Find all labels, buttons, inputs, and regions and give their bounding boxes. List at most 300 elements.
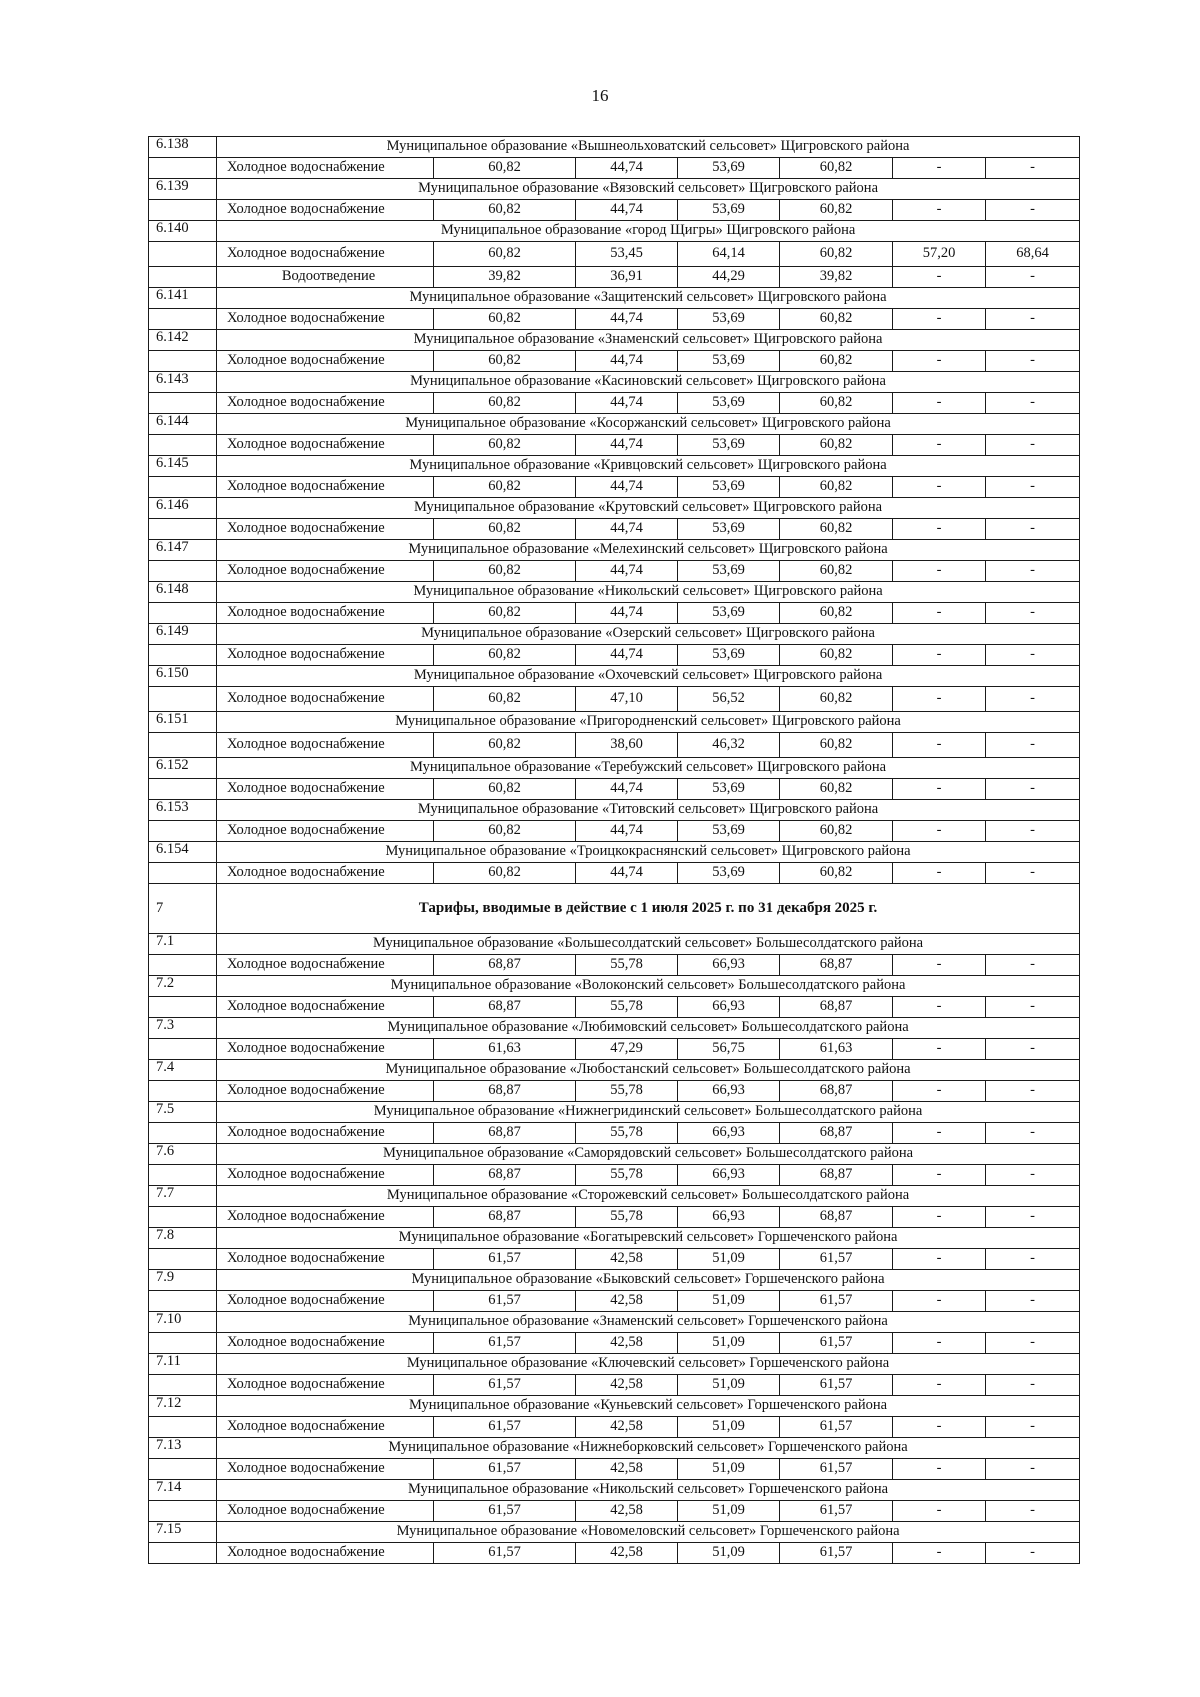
tariff-value: 68,87 — [780, 1123, 893, 1144]
tariff-value: 66,93 — [678, 1207, 780, 1228]
tariff-value: 55,78 — [576, 1165, 678, 1186]
tariff-value: 44,74 — [576, 477, 678, 498]
tariff-value: - — [986, 955, 1080, 976]
tariff-value: - — [986, 1459, 1080, 1480]
tariff-value: 61,57 — [434, 1417, 576, 1438]
tariff-value: - — [893, 863, 986, 884]
row-number-blank — [149, 158, 217, 179]
tariff-row — [149, 645, 1080, 666]
service-name: Холодное водоснабжение — [217, 519, 434, 540]
tariff-value: 60,82 — [780, 519, 893, 540]
tariff-value: - — [893, 1165, 986, 1186]
row-number: 7.2 — [149, 976, 217, 997]
municipality-title: Муниципальное образование «Большесолдатский сельсовет» Большесолдатского района — [217, 934, 1080, 955]
tariff-value: 68,87 — [434, 955, 576, 976]
tariff-value: - — [893, 955, 986, 976]
tariff-value: 55,78 — [576, 955, 678, 976]
tariff-value: - — [893, 1543, 986, 1564]
tariff-value: 55,78 — [576, 1081, 678, 1102]
tariff-row — [149, 158, 1080, 179]
tariff-value: 60,82 — [434, 561, 576, 582]
row-number-blank — [149, 1501, 217, 1522]
municipality-header-row — [149, 221, 1080, 242]
row-number: 6.153 — [149, 800, 217, 821]
municipality-header-row — [149, 1522, 1080, 1543]
row-number-blank — [149, 1207, 217, 1228]
tariff-value: 53,69 — [678, 393, 780, 414]
tariff-value: 61,63 — [780, 1039, 893, 1060]
tariff-value: - — [893, 477, 986, 498]
tariff-value: - — [986, 821, 1080, 842]
service-name: Холодное водоснабжение — [217, 561, 434, 582]
tariff-value: 61,57 — [780, 1249, 893, 1270]
municipality-title: Муниципальное образование «Косоржанский сельсовет» Щигровского района — [217, 414, 1080, 435]
tariff-value: - — [986, 1375, 1080, 1396]
tariff-value: 68,64 — [986, 242, 1080, 267]
tariff-row — [149, 351, 1080, 372]
tariff-value: 66,93 — [678, 955, 780, 976]
tariff-value: 42,58 — [576, 1291, 678, 1312]
tariff-value: 60,82 — [780, 242, 893, 267]
tariff-row — [149, 1249, 1080, 1270]
tariff-value: - — [893, 733, 986, 758]
row-number-blank — [149, 955, 217, 976]
tariff-value: 53,69 — [678, 309, 780, 330]
tariff-value: - — [986, 1501, 1080, 1522]
tariff-value: 56,75 — [678, 1039, 780, 1060]
row-number-blank — [149, 1039, 217, 1060]
tariff-row — [149, 1501, 1080, 1522]
tariff-value: 60,82 — [434, 200, 576, 221]
service-name: Холодное водоснабжение — [217, 393, 434, 414]
row-number-blank — [149, 309, 217, 330]
tariff-value: - — [893, 997, 986, 1018]
tariff-value: 68,87 — [434, 1123, 576, 1144]
tariff-value: 44,74 — [576, 200, 678, 221]
tariff-row — [149, 267, 1080, 288]
row-number-blank — [149, 1543, 217, 1564]
municipality-title: Муниципальное образование «город Щигры» Щигровского района — [217, 221, 1080, 242]
row-number: 6.149 — [149, 624, 217, 645]
tariff-value: 42,58 — [576, 1375, 678, 1396]
municipality-title: Муниципальное образование «Любимовский сельсовет» Большесолдатского района — [217, 1018, 1080, 1039]
tariff-row — [149, 477, 1080, 498]
municipality-header-row — [149, 1312, 1080, 1333]
tariff-value: 44,74 — [576, 645, 678, 666]
tariff-value: 60,82 — [434, 519, 576, 540]
tariff-value: - — [986, 1165, 1080, 1186]
row-number-blank — [149, 267, 217, 288]
row-number-blank — [149, 1459, 217, 1480]
tariff-value: 60,82 — [780, 309, 893, 330]
municipality-header-row — [149, 1396, 1080, 1417]
municipality-header-row — [149, 540, 1080, 561]
tariff-value: - — [893, 200, 986, 221]
tariff-value: 66,93 — [678, 997, 780, 1018]
service-name: Холодное водоснабжение — [217, 477, 434, 498]
page-number: 16 — [591, 86, 609, 105]
municipality-header-row — [149, 498, 1080, 519]
municipality-title: Муниципальное образование «Новомеловский сельсовет» Горшеченского района — [217, 1522, 1080, 1543]
tariff-value: 53,69 — [678, 779, 780, 800]
municipality-title: Муниципальное образование «Теребужский сельсовет» Щигровского района — [217, 758, 1080, 779]
service-name: Холодное водоснабжение — [217, 200, 434, 221]
municipality-title: Муниципальное образование «Знаменский сельсовет» Горшеченского района — [217, 1312, 1080, 1333]
tariff-value: 44,74 — [576, 393, 678, 414]
municipality-header-row — [149, 1354, 1080, 1375]
tariff-value: 61,57 — [780, 1291, 893, 1312]
tariff-value: 60,82 — [780, 645, 893, 666]
tariff-value: - — [893, 1291, 986, 1312]
tariff-value: 60,82 — [780, 393, 893, 414]
tariff-value: 44,74 — [576, 821, 678, 842]
row-number: 6.152 — [149, 758, 217, 779]
municipality-title: Муниципальное образование «Вышнеольховатский сельсовет» Щигровского района — [217, 137, 1080, 158]
row-number-blank — [149, 1123, 217, 1144]
section-title: Тарифы, вводимые в действие с 1 июля 2025 г. по 31 декабря 2025 г. — [217, 884, 1080, 934]
tariff-value: - — [893, 779, 986, 800]
tariff-value: 60,82 — [780, 561, 893, 582]
service-name: Холодное водоснабжение — [217, 1165, 434, 1186]
row-number-blank — [149, 435, 217, 456]
municipality-header-row — [149, 1102, 1080, 1123]
municipality-header-row — [149, 1438, 1080, 1459]
tariff-value: 60,82 — [434, 351, 576, 372]
service-name: Холодное водоснабжение — [217, 351, 434, 372]
municipality-title: Муниципальное образование «Любостанский сельсовет» Большесолдатского района — [217, 1060, 1080, 1081]
tariff-value: 44,74 — [576, 863, 678, 884]
row-number: 6.140 — [149, 221, 217, 242]
tariff-value: 60,82 — [434, 779, 576, 800]
tariff-value: 60,82 — [780, 779, 893, 800]
municipality-title: Муниципальное образование «Вязовский сельсовет» Щигровского района — [217, 179, 1080, 200]
service-name: Холодное водоснабжение — [217, 1501, 434, 1522]
tariff-value: 53,69 — [678, 863, 780, 884]
service-name: Холодное водоснабжение — [217, 1249, 434, 1270]
tariff-value: 68,87 — [780, 1081, 893, 1102]
municipality-title: Муниципальное образование «Никольский сельсовет» Щигровского района — [217, 582, 1080, 603]
service-name: Холодное водоснабжение — [217, 435, 434, 456]
service-name: Холодное водоснабжение — [217, 1417, 434, 1438]
tariff-value: 61,57 — [434, 1459, 576, 1480]
municipality-header-row — [149, 1186, 1080, 1207]
municipality-title: Муниципальное образование «Кривцовский сельсовет» Щигровского района — [217, 456, 1080, 477]
tariff-value: - — [986, 519, 1080, 540]
tariff-value: - — [893, 1123, 986, 1144]
tariff-value: - — [986, 1291, 1080, 1312]
tariff-value: 42,58 — [576, 1333, 678, 1354]
tariff-row — [149, 1081, 1080, 1102]
municipality-header-row — [149, 456, 1080, 477]
tariff-value: 60,82 — [780, 603, 893, 624]
tariff-value: - — [893, 1333, 986, 1354]
municipality-header-row — [149, 179, 1080, 200]
tariff-value: - — [986, 158, 1080, 179]
tariff-value: 44,74 — [576, 779, 678, 800]
tariff-value: 66,93 — [678, 1123, 780, 1144]
tariff-row — [149, 821, 1080, 842]
tariff-value: - — [986, 1039, 1080, 1060]
municipality-header-row — [149, 582, 1080, 603]
tariff-value: 60,82 — [780, 477, 893, 498]
tariff-row — [149, 733, 1080, 758]
tariff-row — [149, 1333, 1080, 1354]
tariff-value: 42,58 — [576, 1249, 678, 1270]
municipality-header-row — [149, 976, 1080, 997]
tariff-value: 51,09 — [678, 1291, 780, 1312]
tariff-row — [149, 1291, 1080, 1312]
municipality-header-row — [149, 1144, 1080, 1165]
tariff-value: 61,57 — [434, 1375, 576, 1396]
row-number: 7 — [149, 884, 217, 934]
tariff-value: 61,57 — [780, 1375, 893, 1396]
municipality-title: Муниципальное образование «Охочевский сельсовет» Щигровского района — [217, 666, 1080, 687]
tariff-row — [149, 687, 1080, 712]
tariff-value: - — [893, 1039, 986, 1060]
service-name: Холодное водоснабжение — [217, 1081, 434, 1102]
municipality-title: Муниципальное образование «Титовский сельсовет» Щигровского района — [217, 800, 1080, 821]
service-name: Холодное водоснабжение — [217, 1207, 434, 1228]
tariff-value: - — [893, 1501, 986, 1522]
tariff-value: 39,82 — [780, 267, 893, 288]
tariff-value: 53,69 — [678, 435, 780, 456]
tariff-value: - — [893, 158, 986, 179]
tariff-value: - — [893, 821, 986, 842]
municipality-title: Муниципальное образование «Саморядовский сельсовет» Большесолдатского района — [217, 1144, 1080, 1165]
municipality-header-row — [149, 712, 1080, 733]
row-number-blank — [149, 351, 217, 372]
municipality-title: Муниципальное образование «Никольский сельсовет» Горшеченского района — [217, 1480, 1080, 1501]
tariff-value: 66,93 — [678, 1165, 780, 1186]
tariff-value: 61,57 — [780, 1333, 893, 1354]
tariff-value: 60,82 — [780, 158, 893, 179]
tariff-value: 53,69 — [678, 645, 780, 666]
tariff-value: 61,57 — [434, 1333, 576, 1354]
tariff-value: - — [986, 561, 1080, 582]
tariff-value: - — [893, 267, 986, 288]
tariff-value: 39,82 — [434, 267, 576, 288]
tariff-value: - — [986, 309, 1080, 330]
tariff-value: - — [893, 393, 986, 414]
service-name: Холодное водоснабжение — [217, 821, 434, 842]
tariff-row — [149, 561, 1080, 582]
tariff-value: - — [986, 997, 1080, 1018]
row-number-blank — [149, 1333, 217, 1354]
tariff-value: - — [893, 1081, 986, 1102]
tariff-value: - — [986, 779, 1080, 800]
tariff-value: 53,69 — [678, 603, 780, 624]
tariff-value: 42,58 — [576, 1501, 678, 1522]
tariff-value: - — [893, 1459, 986, 1480]
tariff-value: 68,87 — [780, 997, 893, 1018]
municipality-header-row — [149, 288, 1080, 309]
service-name: Холодное водоснабжение — [217, 1375, 434, 1396]
row-number: 6.146 — [149, 498, 217, 519]
row-number: 6.142 — [149, 330, 217, 351]
service-name: Холодное водоснабжение — [217, 309, 434, 330]
row-number: 6.148 — [149, 582, 217, 603]
tariff-value: 60,82 — [780, 733, 893, 758]
municipality-header-row — [149, 1018, 1080, 1039]
tariff-row — [149, 519, 1080, 540]
row-number: 6.154 — [149, 842, 217, 863]
tariff-value: 60,82 — [434, 687, 576, 712]
service-name: Холодное водоснабжение — [217, 1543, 434, 1564]
tariff-row — [149, 1459, 1080, 1480]
tariff-value: 53,69 — [678, 561, 780, 582]
row-number-blank — [149, 863, 217, 884]
tariff-value: 47,10 — [576, 687, 678, 712]
tariff-value: 64,14 — [678, 242, 780, 267]
tariff-value: - — [986, 393, 1080, 414]
tariff-value: 51,09 — [678, 1417, 780, 1438]
service-name: Водоотведение — [217, 267, 434, 288]
tariff-value: - — [893, 687, 986, 712]
municipality-header-row — [149, 800, 1080, 821]
municipality-header-row — [149, 1060, 1080, 1081]
tariff-value: - — [986, 863, 1080, 884]
tariff-value: 53,45 — [576, 242, 678, 267]
municipality-title: Муниципальное образование «Сторожевский сельсовет» Большесолдатского района — [217, 1186, 1080, 1207]
table-body — [149, 137, 1080, 1564]
tariff-value: 61,57 — [434, 1249, 576, 1270]
tariff-row — [149, 1543, 1080, 1564]
tariff-value: 51,09 — [678, 1543, 780, 1564]
tariff-value: 42,58 — [576, 1543, 678, 1564]
row-number: 6.138 — [149, 137, 217, 158]
tariff-value: - — [986, 1249, 1080, 1270]
municipality-header-row — [149, 137, 1080, 158]
municipality-header-row — [149, 666, 1080, 687]
municipality-title: Муниципальное образование «Знаменский сельсовет» Щигровского района — [217, 330, 1080, 351]
tariff-value: 47,29 — [576, 1039, 678, 1060]
service-name: Холодное водоснабжение — [217, 1291, 434, 1312]
tariff-value: 53,69 — [678, 351, 780, 372]
tariff-value: 68,87 — [434, 1081, 576, 1102]
tariff-value: - — [893, 309, 986, 330]
tariff-value: 60,82 — [780, 821, 893, 842]
tariff-value: 60,82 — [434, 821, 576, 842]
tariff-value: 42,58 — [576, 1459, 678, 1480]
row-number-blank — [149, 687, 217, 712]
tariff-value: - — [986, 603, 1080, 624]
tariff-value: - — [893, 1207, 986, 1228]
municipality-header-row — [149, 1270, 1080, 1291]
tariff-value: 44,74 — [576, 309, 678, 330]
tariff-value: 66,93 — [678, 1081, 780, 1102]
service-name: Холодное водоснабжение — [217, 603, 434, 624]
tariff-value: 61,57 — [780, 1417, 893, 1438]
tariff-value: 68,87 — [780, 955, 893, 976]
municipality-header-row — [149, 1480, 1080, 1501]
municipality-header-row — [149, 624, 1080, 645]
row-number-blank — [149, 1249, 217, 1270]
row-number-blank — [149, 561, 217, 582]
tariff-row — [149, 1207, 1080, 1228]
tariff-value: - — [986, 267, 1080, 288]
tariff-value: - — [893, 519, 986, 540]
service-name: Холодное водоснабжение — [217, 1123, 434, 1144]
municipality-header-row — [149, 372, 1080, 393]
tariff-value: 61,57 — [434, 1501, 576, 1522]
municipality-title: Муниципальное образование «Пригородненский сельсовет» Щигровского района — [217, 712, 1080, 733]
service-name: Холодное водоснабжение — [217, 1039, 434, 1060]
row-number: 6.151 — [149, 712, 217, 733]
service-name: Холодное водоснабжение — [217, 1333, 434, 1354]
row-number: 6.141 — [149, 288, 217, 309]
tariff-value: - — [986, 687, 1080, 712]
municipality-header-row — [149, 758, 1080, 779]
tariff-row — [149, 1165, 1080, 1186]
row-number-blank — [149, 645, 217, 666]
row-number: 6.150 — [149, 666, 217, 687]
municipality-header-row — [149, 1228, 1080, 1249]
municipality-title: Муниципальное образование «Озерский сельсовет» Щигровского района — [217, 624, 1080, 645]
tariff-value: 51,09 — [678, 1501, 780, 1522]
service-name: Холодное водоснабжение — [217, 158, 434, 179]
tariff-value: - — [893, 603, 986, 624]
municipality-header-row — [149, 842, 1080, 863]
tariff-value: 60,82 — [780, 200, 893, 221]
tariff-value: - — [986, 733, 1080, 758]
tariff-value: 60,82 — [434, 477, 576, 498]
tariff-value: - — [986, 1543, 1080, 1564]
tariff-value: - — [893, 645, 986, 666]
tariff-value: 60,82 — [434, 158, 576, 179]
tariff-value: - — [893, 351, 986, 372]
municipality-header-row — [149, 934, 1080, 955]
tariff-value: 55,78 — [576, 997, 678, 1018]
row-number: 7.6 — [149, 1144, 217, 1165]
service-name: Холодное водоснабжение — [217, 1459, 434, 1480]
tariff-row — [149, 309, 1080, 330]
row-number: 6.143 — [149, 372, 217, 393]
section-header-row — [149, 884, 1080, 934]
row-number: 7.9 — [149, 1270, 217, 1291]
service-name: Холодное водоснабжение — [217, 863, 434, 884]
tariff-value: 61,63 — [434, 1039, 576, 1060]
municipality-header-row — [149, 414, 1080, 435]
tariff-value: 68,87 — [780, 1165, 893, 1186]
tariff-value: 61,57 — [434, 1543, 576, 1564]
tariff-table — [148, 136, 1080, 1564]
tariff-row — [149, 779, 1080, 800]
tariff-value: 44,74 — [576, 158, 678, 179]
row-number-blank — [149, 821, 217, 842]
tariff-row — [149, 242, 1080, 267]
service-name: Холодное водоснабжение — [217, 242, 434, 267]
tariff-value: - — [893, 561, 986, 582]
tariff-value: 68,87 — [434, 1165, 576, 1186]
row-number: 7.15 — [149, 1522, 217, 1543]
municipality-title: Муниципальное образование «Куньевский сельсовет» Горшеченского района — [217, 1396, 1080, 1417]
tariff-value: 36,91 — [576, 267, 678, 288]
tariff-row — [149, 1039, 1080, 1060]
tariff-value: - — [986, 1123, 1080, 1144]
tariff-value: 44,74 — [576, 519, 678, 540]
tariff-value: 51,09 — [678, 1459, 780, 1480]
tariff-value: 57,20 — [893, 242, 986, 267]
row-number-blank — [149, 477, 217, 498]
tariff-value: 53,69 — [678, 477, 780, 498]
tariff-value: 60,82 — [434, 309, 576, 330]
row-number: 6.147 — [149, 540, 217, 561]
tariff-value: 60,82 — [780, 687, 893, 712]
row-number: 6.139 — [149, 179, 217, 200]
tariff-value: - — [893, 435, 986, 456]
row-number-blank — [149, 603, 217, 624]
row-number-blank — [149, 1375, 217, 1396]
